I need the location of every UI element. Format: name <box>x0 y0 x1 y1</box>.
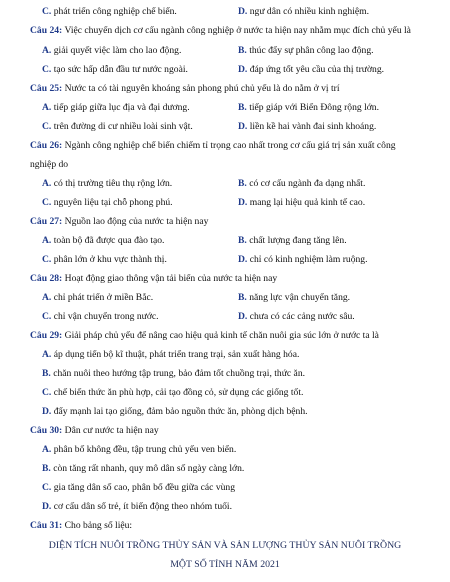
option-c <box>42 482 235 493</box>
text: thúc đẩy sự phân công lao động. <box>249 45 374 56</box>
option-label: B. <box>238 292 247 303</box>
question-number: Câu 29: <box>30 330 63 341</box>
option-c <box>42 254 167 265</box>
text: phát triển công nghiệp chế biến. <box>53 6 177 17</box>
option-c <box>42 387 303 398</box>
option-label: D. <box>238 121 248 132</box>
question-28 <box>30 273 277 284</box>
text: ngư dân có nhiều kinh nghiệm. <box>249 6 369 17</box>
text: chỉ vận chuyển trong nước. <box>53 311 159 322</box>
text: Giải pháp chủ yếu để nâng cao hiệu quả kinh tế chăn nuôi gia súc lớn ở nước ta là <box>64 330 379 341</box>
text: có thị trường tiêu thụ rộng lớn. <box>53 178 173 189</box>
option-label: D. <box>238 311 248 322</box>
option-label: C. <box>42 64 52 75</box>
question-number: Câu 24: <box>30 25 63 36</box>
question-number: Câu 30: <box>30 425 63 436</box>
question-29 <box>30 330 379 341</box>
option-a <box>42 45 181 56</box>
option-d <box>238 6 369 17</box>
text: giải quyết việc làm cho lao động. <box>53 45 182 56</box>
option-label: C. <box>42 121 52 132</box>
option-c <box>42 6 177 17</box>
option-d <box>42 406 308 417</box>
table-caption: DIỆN TÍCH NUÔI TRỒNG THỦY SẢN VÀ SẢN LƯỢNG THỦY SẢN NUÔI TRỒNG <box>48 540 402 551</box>
text: Ngành công nghiệp chế biến chiếm tỉ trọng cao nhất trong cơ cấu giá trị sản xuất công <box>64 140 396 151</box>
question-number: Câu 31: <box>30 520 63 531</box>
question-27 <box>30 216 208 227</box>
text: Nguồn lao động của nước ta hiện nay <box>64 216 209 227</box>
question-31 <box>30 520 132 531</box>
option-d <box>238 311 355 322</box>
option-label: A. <box>42 45 52 56</box>
option-label: D. <box>238 64 248 75</box>
option-label: A. <box>42 292 52 303</box>
option-d <box>238 64 384 75</box>
question-30 <box>30 425 159 436</box>
text: chỉ có kinh nghiệm làm ruộng. <box>249 254 368 265</box>
text: Cho bảng số liệu: <box>64 520 133 531</box>
question-24 <box>30 25 411 36</box>
text: tạo sức hấp dẫn đầu tư nước ngoài. <box>53 64 188 75</box>
option-c <box>42 311 159 322</box>
option-b <box>238 235 347 246</box>
option-label: C. <box>42 311 52 322</box>
option-d <box>42 501 232 512</box>
question-26 <box>30 140 396 151</box>
option-label: A. <box>42 102 52 113</box>
option-label: D. <box>42 501 52 512</box>
text: có cơ cấu ngành đa dạng nhất. <box>249 178 366 189</box>
option-label: A. <box>42 178 52 189</box>
text: còn tăng rất nhanh, quy mô dân số ngày càng lớn. <box>53 463 245 474</box>
option-label: B. <box>238 45 247 56</box>
option-label: A. <box>42 444 52 455</box>
text: Dân cư nước ta hiện nay <box>64 425 159 436</box>
text: áp dụng tiến bộ kĩ thuật, phát triển trang trại, sản xuất hàng hóa. <box>53 349 300 360</box>
option-label: C. <box>42 482 52 493</box>
text: Nước ta có tài nguyên khoáng sản phong phú chủ yếu là do nằm ở vị trí <box>64 83 340 94</box>
text: gia tăng dân số cao, phân bố đều giữa các vùng <box>53 482 236 493</box>
option-a <box>42 178 172 189</box>
option-b <box>238 178 365 189</box>
option-label: C. <box>42 6 52 17</box>
option-c <box>42 197 173 208</box>
option-d <box>238 121 376 132</box>
option-label: C. <box>42 254 52 265</box>
option-label: B. <box>238 235 247 246</box>
option-label: C. <box>42 387 52 398</box>
option-label: B. <box>42 368 51 379</box>
option-label: B. <box>42 463 51 474</box>
question-number: Câu 25: <box>30 83 63 94</box>
question-number: Câu 26: <box>30 140 63 151</box>
text: chăn nuôi theo hướng tập trung, bảo đảm tốt chuồng trại, thức ăn. <box>53 368 306 379</box>
option-b <box>42 463 244 474</box>
text: chất lượng đang tăng lên. <box>249 235 347 246</box>
option-label: D. <box>42 406 52 417</box>
text: Việc chuyển dịch cơ cấu ngành công nghiệp ở nước ta hiện nay nhằm mục đích chủ yếu là <box>64 25 411 36</box>
option-d <box>238 254 368 265</box>
option-label: B. <box>238 102 247 113</box>
option-label: D. <box>238 6 248 17</box>
option-b <box>238 292 350 303</box>
text: Hoạt động giao thông vận tải biển của nước ta hiện nay <box>64 273 278 284</box>
text: đáp ứng tốt yêu cầu của thị trường. <box>249 64 385 75</box>
text: nguyên liệu tại chỗ phong phú. <box>53 197 173 208</box>
option-a <box>42 292 153 303</box>
text: nghiệp do <box>30 159 69 170</box>
text: tiếp giáp giữa lục địa và đại dương. <box>53 102 190 113</box>
option-label: B. <box>238 178 247 189</box>
text: phân bố không đều, tập trung chủ yếu ven biển. <box>53 444 237 455</box>
question-number: Câu 27: <box>30 216 63 227</box>
text: trên đường di cư nhiều loài sinh vật. <box>53 121 193 132</box>
text: liền kề hai vành đai sinh khoáng. <box>249 121 377 132</box>
option-b <box>238 102 379 113</box>
option-label: A. <box>42 235 52 246</box>
text: phân lớn ở khu vực thành thị. <box>53 254 167 265</box>
option-label: D. <box>238 254 248 265</box>
question-26-continued <box>30 159 68 170</box>
option-a <box>42 102 190 113</box>
text: tiếp giáp với Biển Đông rộng lớn. <box>249 102 380 113</box>
text: cơ cấu dân số trẻ, ít biến động theo nhóm tuổi. <box>53 501 232 512</box>
option-c <box>42 64 188 75</box>
option-b <box>42 368 305 379</box>
text: chỉ phát triển ở miền Bắc. <box>53 292 154 303</box>
option-d <box>238 197 365 208</box>
option-a <box>42 444 236 455</box>
question-number: Câu 28: <box>30 273 63 284</box>
text: chưa có các cảng nước sâu. <box>249 311 355 322</box>
text: năng lực vận chuyển tăng. <box>249 292 351 303</box>
option-c <box>42 121 193 132</box>
text: chế biến thức ăn phù hợp, cải tạo đồng cỏ, sử dụng các giống tốt. <box>53 387 304 398</box>
text: đẩy mạnh lai tạo giống, đảm bảo nguồn thức ăn, phòng dịch bệnh. <box>53 406 308 417</box>
option-b <box>238 45 374 56</box>
text: mang lại hiệu quả kinh tế cao. <box>249 197 366 208</box>
text: toàn bộ đã được qua đào tạo. <box>53 235 165 246</box>
option-label: D. <box>238 197 248 208</box>
option-a <box>42 235 164 246</box>
table-caption-subtitle: MỘT SỐ TỈNH NĂM 2021 <box>170 559 280 570</box>
option-a <box>42 349 299 360</box>
option-label: A. <box>42 349 52 360</box>
question-25 <box>30 83 340 94</box>
option-label: C. <box>42 197 52 208</box>
